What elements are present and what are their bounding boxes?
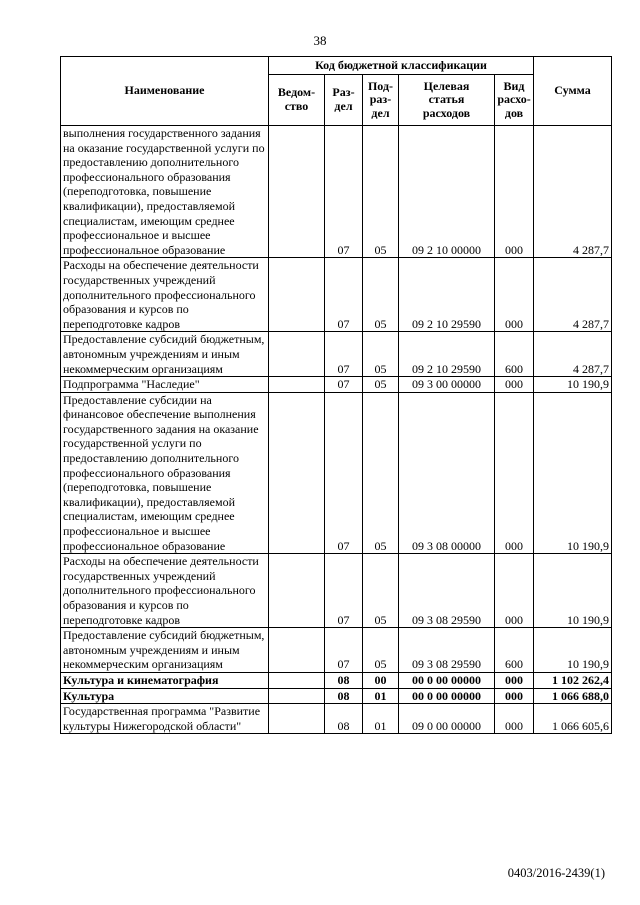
budget-table bbox=[60, 56, 612, 734]
row-subsection: 05 bbox=[363, 392, 399, 554]
row-department bbox=[269, 688, 325, 704]
row-department bbox=[269, 704, 325, 734]
row-section: 07 bbox=[325, 554, 363, 628]
row-target: 00 0 00 00000 bbox=[399, 672, 495, 688]
row-sum: 4 287,7 bbox=[534, 258, 612, 332]
row-department bbox=[269, 126, 325, 258]
row-target: 00 0 00 00000 bbox=[399, 688, 495, 704]
row-expense-type: 000 bbox=[495, 126, 534, 258]
row-sum: 4 287,7 bbox=[534, 332, 612, 377]
row-section: 07 bbox=[325, 126, 363, 258]
row-name: Предоставление субсидии на финансовое обеспечение выполнения государственного задания на оказание государственной услуги по предоставлению дополнительного профессионального образования (переподготовка, повышение квалификации), предоставляемой специалистам, имеющим среднее профессиональное и высшее профессиональное образование bbox=[61, 392, 269, 554]
page-number: 38 bbox=[313, 33, 327, 48]
row-department bbox=[269, 392, 325, 554]
header-target: Целевая статья расходов bbox=[399, 75, 495, 126]
row-target: 09 3 08 29590 bbox=[399, 628, 495, 673]
row-subsection: 05 bbox=[363, 628, 399, 673]
table-row bbox=[61, 377, 612, 393]
row-department bbox=[269, 628, 325, 673]
row-sum: 1 066 688,0 bbox=[534, 688, 612, 704]
header-department: Ведом- ство bbox=[269, 75, 325, 126]
row-expense-type: 600 bbox=[495, 628, 534, 673]
row-sum: 10 190,9 bbox=[534, 377, 612, 393]
row-sum: 10 190,9 bbox=[534, 628, 612, 673]
table-row bbox=[61, 126, 612, 258]
row-target: 09 0 00 00000 bbox=[399, 704, 495, 734]
row-expense-type: 000 bbox=[495, 258, 534, 332]
row-subsection: 05 bbox=[363, 126, 399, 258]
row-name: выполнения государственного задания на оказание государственной услуги по предоставлению дополнительного профессионального образования (переподготовка, повышение квалификации), предоставляемой специалистам, имеющим среднее профессиональное и высшее профессиональное образование bbox=[61, 126, 269, 258]
row-target: 09 2 10 29590 bbox=[399, 332, 495, 377]
row-department bbox=[269, 258, 325, 332]
table-row bbox=[61, 688, 612, 704]
table-row bbox=[61, 704, 612, 734]
table-row bbox=[61, 628, 612, 673]
header-subsection: Под- раз- дел bbox=[363, 75, 399, 126]
row-expense-type: 000 bbox=[495, 688, 534, 704]
row-subsection: 01 bbox=[363, 688, 399, 704]
table-row bbox=[61, 672, 612, 688]
row-section: 08 bbox=[325, 704, 363, 734]
row-name: Расходы на обеспечение деятельности государственных учреждений дополнительного профессионального образования и курсов по переподготовке кадров bbox=[61, 258, 269, 332]
row-subsection: 01 bbox=[363, 704, 399, 734]
row-subsection: 05 bbox=[363, 554, 399, 628]
row-section: 07 bbox=[325, 258, 363, 332]
document-code: 0403/2016-2439(1) bbox=[507, 866, 605, 880]
row-expense-type: 000 bbox=[495, 377, 534, 393]
row-subsection: 05 bbox=[363, 332, 399, 377]
header-code-group: Код бюджетной классификации bbox=[269, 57, 534, 75]
row-subsection: 05 bbox=[363, 258, 399, 332]
row-sum: 10 190,9 bbox=[534, 554, 612, 628]
row-name: Расходы на обеспечение деятельности государственных учреждений дополнительного профессионального образования и курсов по переподготовке кадров bbox=[61, 554, 269, 628]
row-target: 09 3 08 00000 bbox=[399, 392, 495, 554]
row-name: Предоставление субсидий бюджетным, автономным учреждениям и иным некоммерческим организациям bbox=[61, 332, 269, 377]
header-section: Раз- дел bbox=[325, 75, 363, 126]
row-expense-type: 000 bbox=[495, 672, 534, 688]
header-expense-type: Вид расхо- дов bbox=[495, 75, 534, 126]
table-row bbox=[61, 554, 612, 628]
row-sum: 10 190,9 bbox=[534, 392, 612, 554]
row-name: Предоставление субсидий бюджетным, автономным учреждениям и иным некоммерческим организациям bbox=[61, 628, 269, 673]
row-expense-type: 600 bbox=[495, 332, 534, 377]
row-section: 07 bbox=[325, 392, 363, 554]
row-section: 08 bbox=[325, 688, 363, 704]
row-target: 09 3 00 00000 bbox=[399, 377, 495, 393]
header-sum: Сумма bbox=[534, 57, 612, 126]
row-expense-type: 000 bbox=[495, 392, 534, 554]
row-subsection: 05 bbox=[363, 377, 399, 393]
row-department bbox=[269, 672, 325, 688]
table-row bbox=[61, 332, 612, 377]
row-expense-type: 000 bbox=[495, 704, 534, 734]
row-name: Подпрограмма "Наследие" bbox=[61, 377, 269, 393]
row-department bbox=[269, 332, 325, 377]
row-target: 09 3 08 29590 bbox=[399, 554, 495, 628]
row-name: Государственная программа "Развитие культуры Нижегородской области" bbox=[61, 704, 269, 734]
row-section: 07 bbox=[325, 377, 363, 393]
table-row bbox=[61, 258, 612, 332]
header-name: Наименование bbox=[61, 57, 269, 126]
row-section: 07 bbox=[325, 332, 363, 377]
table-row bbox=[61, 392, 612, 554]
row-department bbox=[269, 377, 325, 393]
row-name: Культура bbox=[61, 688, 269, 704]
row-sum: 4 287,7 bbox=[534, 126, 612, 258]
row-section: 08 bbox=[325, 672, 363, 688]
row-target: 09 2 10 00000 bbox=[399, 126, 495, 258]
row-section: 07 bbox=[325, 628, 363, 673]
row-department bbox=[269, 554, 325, 628]
row-subsection: 00 bbox=[363, 672, 399, 688]
row-sum: 1 066 605,6 bbox=[534, 704, 612, 734]
row-sum: 1 102 262,4 bbox=[534, 672, 612, 688]
row-target: 09 2 10 29590 bbox=[399, 258, 495, 332]
row-name: Культура и кинематография bbox=[61, 672, 269, 688]
row-expense-type: 000 bbox=[495, 554, 534, 628]
